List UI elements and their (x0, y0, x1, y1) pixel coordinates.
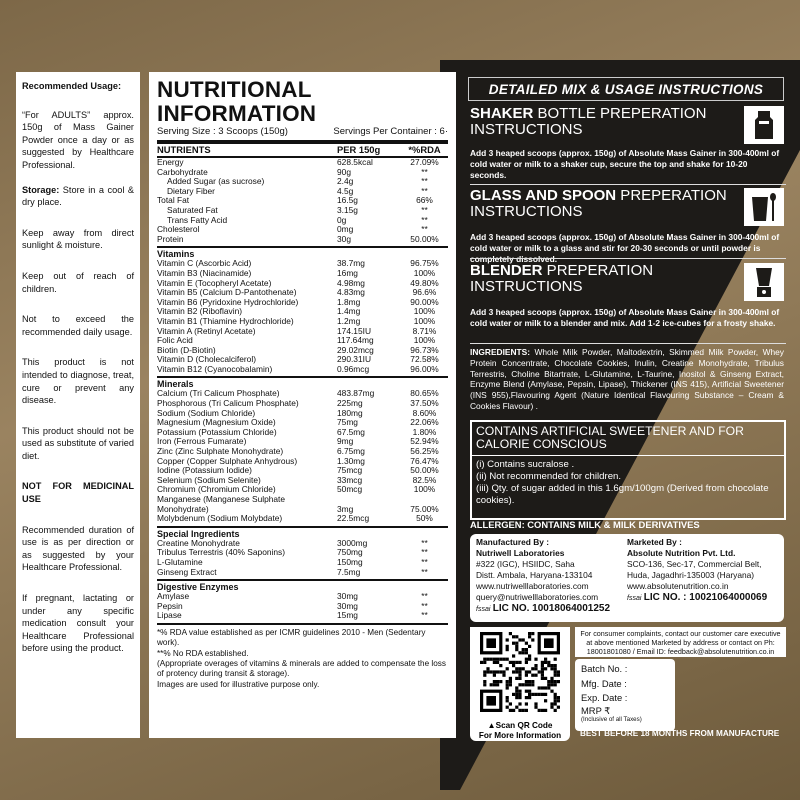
warning-line: (ii) Not recommended for children. (476, 471, 622, 483)
nutrient-rda: 50.00% (410, 465, 439, 476)
ingredients-text: Whole Milk Powder, Maltodextrin, Skimmed Milk Powder, Whey Protein Concentrate, Chocolate Cookies, Inulin, Creatine Monohydrate, Tribulus Terrestris, Choline Bitartrate, L-Glutamine, L-Taurine, Inositol & Ginseng Extract, Enzyme Blend (Amylase, Pepsin, Lipase), Thickener (INS 415), Artificial Sweetener (INS 955),Flavouring Agent (Nature Identical Flavouring Substance – Cream & Cookies Flavour) . (470, 347, 784, 411)
method-blender-rest: PREPERATION (542, 262, 654, 279)
pregnant-text: If pregnant, lactating or under any specific medication consult your Healthcare Professional before using the product. (22, 593, 134, 654)
manufacturer-line: Distt. Ambala, Haryana-133104 (476, 570, 593, 580)
batch-box (575, 659, 675, 731)
method-blender-line2: INSTRUCTIONS (470, 278, 583, 295)
nutrient-name: Copper (Copper Sulphate Anhydrous) (157, 455, 298, 466)
not-substitute-text: This product should not be used as substitute of varied diet. (22, 425, 134, 461)
nutrient-name: Amylase (157, 591, 190, 602)
manufacturer-name: Nutriwell Laboratories (476, 548, 565, 558)
nutrient-name: Lipase (157, 610, 182, 621)
nutrient-rda: 82.5% (412, 474, 437, 485)
nutrient-value: 30mg (337, 591, 358, 602)
nutrient-name: Manganese (Manganese Sulphate (157, 494, 286, 504)
nutrient-value: 2.4g (337, 176, 354, 187)
nutrient-name: Cholesterol (157, 224, 200, 235)
nutrient-value: 0.96mcg (337, 363, 370, 374)
method-shaker-rest: BOTTLE PREPERATION (533, 105, 707, 122)
nutrient-name: Dietary Fiber (167, 185, 215, 196)
nutrient-rda: ** (421, 566, 428, 577)
nutrient-value: 3mg (337, 503, 354, 514)
nutrient-name: Total Fat (157, 195, 190, 206)
storage-label: Storage: (22, 184, 60, 195)
header-per: PER 150g (337, 144, 381, 155)
nutrient-row (157, 514, 448, 524)
nutrient-value: 50mcg (337, 484, 363, 495)
nutrient-name: Phosphorous (Tri Calicum Phosphate) (157, 398, 299, 409)
warning-title: CONTAINS ARTIFICIAL SWEETENER AND FOR CALORIE CONSCIOUS (476, 424, 744, 452)
recommended-usage-title: Recommended Usage: (22, 81, 122, 91)
nutrient-value: 4.5g (337, 185, 354, 196)
storage-text (22, 184, 134, 209)
serving-info (157, 126, 448, 138)
qr-block[interactable] (470, 627, 570, 740)
method-glass-bold: GLASS AND SPOON (470, 187, 617, 204)
marketer-line: SCO-136, Sec-17, Commercial Belt, (627, 559, 762, 569)
usage-heading: DETAILED MIX & USAGE INSTRUCTIONS (468, 77, 784, 101)
qr-caption (470, 719, 570, 741)
ingredients-label: INGREDIENTS: (470, 347, 531, 357)
nutrient-name: Carbohydrate (157, 166, 208, 177)
nutrient-name: Vitamin B6 (Pyridoxine Hydrochloride) (157, 296, 299, 307)
nutrient-row (157, 611, 448, 621)
nutrient-row (157, 225, 448, 235)
nutrient-name: Saturated Fat (167, 204, 218, 215)
nutrient-value: 290.31IU (337, 354, 371, 365)
nutrient-value: 30mg (337, 600, 358, 611)
nutrient-rda: 52.94% (410, 436, 439, 447)
nutrient-name: Vitamin B3 (Niacinamide) (157, 267, 252, 278)
manufacturer-line: #322 (IGC), HSIIDC, Saha (476, 559, 575, 569)
nutrient-rda: ** (421, 224, 428, 235)
nutrient-rda: 96.73% (410, 344, 439, 355)
nutrient-name: Zinc (Zinc Sulphate Monohydrate) (157, 446, 284, 457)
method-blender-bold: BLENDER (470, 262, 543, 279)
nutrient-value: 7.5mg (337, 566, 361, 577)
nutrient-name: L-Glutamine (157, 556, 203, 567)
nutrient-rda: 49.80% (410, 277, 439, 288)
nutrient-rda: 76.47% (410, 455, 439, 466)
manufacturer-box (470, 534, 784, 622)
special-rows (157, 539, 448, 577)
shaker-icon (744, 106, 784, 144)
note-images: Images are used for illustrative purpose only. (157, 679, 320, 689)
exp-date: Exp. Date : (581, 692, 628, 703)
nutrient-value: 33mcg (337, 474, 363, 485)
nutrient-row (157, 327, 448, 337)
sunlight-text: Keep away from direct sunlight & moisture. (22, 227, 134, 251)
nutrient-name: Vitamin B5 (Calcium D-Pantothenate) (157, 287, 297, 298)
nutrition-header-row (157, 144, 448, 156)
nutrient-rda: 1.80% (412, 426, 437, 437)
nutrient-name: Iron (Ferrous Fumarate) (157, 436, 247, 447)
glass-spoon-icon (744, 188, 784, 226)
enzyme-rows (157, 592, 448, 621)
nutrient-name: Chromium (Chromium Chloride) (157, 484, 276, 495)
nutrition-title: NUTRITIONAL INFORMATION (157, 77, 317, 126)
nutrient-value: 4.83mg (337, 287, 365, 298)
nutrient-name: Vitamin E (Tocopheryl Acetate) (157, 277, 272, 288)
mfg-date: Mfg. Date : (581, 677, 627, 689)
method-glass-line2: INSTRUCTIONS (470, 203, 583, 220)
nutrient-row (157, 568, 448, 578)
nutrient-row (157, 365, 448, 375)
marketer-name: Absolute Nutrition Pvt. Ltd. (627, 548, 736, 558)
warning-line: (i) Contains sucralose . (476, 458, 575, 470)
nutrient-value: 67.5mg (337, 426, 365, 437)
nutrient-name: Selenium (Sodium Selenite) (157, 474, 261, 485)
nutrient-value: 16.5g (337, 195, 358, 206)
nutrient-value: 90g (337, 166, 351, 177)
vitamin-rows (157, 259, 448, 374)
nutrient-value: 4.98mg (337, 277, 365, 288)
nutrient-value: 1.4mg (337, 306, 361, 317)
nutrient-value: 15mg (337, 610, 358, 621)
nutrient-value: 9mg (337, 436, 354, 447)
mineral-rows (157, 389, 448, 523)
best-before: BEST BEFORE 18 MONTHS FROM MANUFACTURE (580, 729, 780, 738)
nutrient-rda: 96.6% (412, 287, 437, 298)
nutrient-rda: 8.60% (412, 407, 437, 418)
nutrient-name: Vitamin D (Cholecalciferol) (157, 354, 256, 365)
nutrient-name: Folic Acid (157, 335, 193, 346)
nutrient-value: 174.15IU (337, 325, 371, 336)
nutrient-value: 75mcg (337, 465, 363, 476)
usage-panel (16, 72, 140, 738)
daily-usage-text: Not to exceed the recommended daily usage. (22, 314, 134, 337)
nutrient-value: 150mg (337, 556, 363, 567)
ingredients (470, 347, 784, 412)
nutrient-value: 1.30mg (337, 455, 365, 466)
nutrient-rda: ** (421, 537, 428, 548)
nutrient-row (157, 216, 448, 226)
warning-line: (iii) Qty. of sugar added in this 1.6gm/100gm (Derived from chocolate cookies). (476, 483, 769, 507)
nutrient-name: Vitamin A (Retinyl Acetate) (157, 325, 256, 336)
nutrient-name: Molybdenum (Sodium Molybdate) (157, 513, 283, 524)
nutrition-notes (157, 628, 448, 690)
qr-caption-1: ▲Scan QR Code (487, 721, 553, 730)
nutrient-value: 3.15g (337, 204, 358, 215)
nutrient-rda: 96.00% (410, 363, 439, 374)
nutrient-rda: 90.00% (410, 296, 439, 307)
nutrient-name: Vitamin B1 (Thiamine Hydrochloride) (157, 315, 294, 326)
nutrient-rda: ** (421, 204, 428, 215)
method-shaker-line2: INSTRUCTIONS (470, 121, 583, 138)
nutrient-value: 225mg (337, 398, 363, 409)
marketed-by (627, 537, 778, 619)
nutrient-value: 16mg (337, 267, 358, 278)
method-shaker-bold: SHAKER (470, 105, 534, 122)
nutrient-name: Pepsin (157, 600, 183, 611)
nutrient-value: 117.64mg (337, 335, 374, 346)
note-rda: *% RDA value established as per ICMR guidelines 2010 - Men (Sedentary work). (157, 627, 426, 647)
nutrient-rda: ** (421, 185, 428, 196)
recommended-usage-text: “For ADULTS” approx. 150g of Mass Gainer Powder once a day or as suggested by Healthcare Professional. (22, 109, 134, 170)
nutrient-rda: ** (421, 214, 428, 225)
nutrient-rda: 56.25% (410, 446, 439, 457)
header-rda: *%RDA (408, 144, 441, 155)
batch-no: Batch No. : (581, 663, 628, 674)
nutrient-value: 1.8mg (337, 296, 361, 307)
manufacturer-line: www.nutriwelllaboratories.com (476, 581, 589, 591)
nutrient-name: Creatine Monohydrate (157, 537, 240, 548)
header-nutrients: NUTRIENTS (157, 144, 211, 155)
storage-value: Store in a cool & dry place. (22, 184, 134, 208)
nutrient-value: 6.75mg (337, 446, 365, 457)
nutrient-rda: 72.58% (410, 354, 439, 365)
serving-size: Serving Size : 3 Scoops (150g) (157, 126, 288, 137)
nutrient-name: Ginseng Extract (157, 566, 217, 577)
vitamins-title: Vitamins (157, 249, 195, 260)
nutrient-rda: 8.71% (412, 325, 437, 336)
nutrient-row (157, 235, 448, 245)
nutrient-name: Tribulus Terrestris (40% Saponins) (157, 547, 285, 558)
nutrient-value: 3000mg (337, 537, 368, 548)
nutrient-name: Calcium (Tri Calicum Phosphate) (157, 388, 280, 399)
nutrient-rda: 66% (416, 195, 433, 206)
fssai-logo: fssai (476, 606, 491, 613)
method-blender-desc: Add 3 heaped scoops (approx. 150g) of Absolute Mass Gainer in 300-400ml of cold water or milk to a blender and mix. Add 1-2 ice-cubes for a frosty shake. (470, 307, 780, 328)
blender-icon (744, 263, 784, 301)
nutrient-rda: ** (421, 591, 428, 602)
nutrient-name: Trans Fatty Acid (167, 214, 228, 225)
warning-list (472, 455, 784, 511)
manufactured-by (476, 537, 627, 619)
nutrient-row (157, 602, 448, 612)
nutrient-name: Vitamin B2 (Riboflavin) (157, 306, 243, 317)
nutrient-rda: ** (421, 610, 428, 621)
minerals-title: Minerals (157, 379, 194, 390)
method-glass-rest: PREPERATION (616, 187, 727, 204)
nutrient-value: 628.5kcal (337, 157, 373, 167)
nutrient-rda: 100% (413, 484, 436, 495)
method-glass (470, 188, 784, 264)
allergen-text: ALLERGEN: CONTAINS MILK & MILK DERIVATIVES (470, 519, 700, 530)
method-shaker (470, 106, 784, 180)
nutrient-value: 75mg (337, 417, 358, 428)
nutrient-name: Iodine (Potassium Iodide) (157, 465, 252, 476)
nutrition-panel (149, 72, 456, 738)
nutrient-name: Potassium (Potassium Chloride) (157, 426, 277, 437)
nutrient-value: 750mg (337, 547, 363, 558)
nutrient-rda: 100% (413, 306, 436, 317)
nutrient-rda: ** (421, 556, 428, 567)
not-intended-text: This product is not intended to diagnose, treat, cure or prevent any disease. (22, 357, 134, 406)
macro-rows (157, 158, 448, 244)
mrp: MRP ₹ (581, 704, 611, 716)
nutrient-value: 30g (337, 233, 351, 244)
marketer-line: www.absolutenutrition.co.in (627, 581, 729, 591)
nutrient-value: 38.7mg (337, 258, 365, 269)
nutrient-name: Protein (157, 233, 184, 244)
nutrient-row (157, 187, 448, 197)
nutrient-name: Magnesium (Magnesium Oxide) (157, 417, 276, 428)
nutrient-value: 29.02mcg (337, 344, 374, 355)
method-shaker-desc: Add 3 heaped scoops (approx. 150g) of Absolute Mass Gainer in 300-400ml of cold water or milk to a shaker cup, secure the top and shake for 10-20 seconds. (470, 148, 780, 180)
nutrient-name: Energy (157, 157, 184, 167)
nutrient-value: 0g (337, 214, 347, 225)
nutrient-name: Monohydrate) (157, 503, 209, 514)
duration-text: Recommended duration of use is as per direction or as suggested by your Healthcare Professional. (22, 524, 134, 573)
nutrient-rda: 22.06% (410, 417, 439, 428)
not-medicinal-text: NOT FOR MEDICINAL USE (22, 481, 134, 505)
note-overages: (Appropriate overages of vitamins & minerals are added to compensate the loss of protency during transit & storage). (157, 659, 446, 679)
marketed-label: Marketed By : (627, 537, 682, 547)
manufactured-label: Manufactured By : (476, 537, 550, 547)
nutrient-rda: ** (421, 600, 428, 611)
method-glass-desc: Add 3 heaped scoops (approx. 150g) of Absolute Mass Gainer in 300-400ml of cold water or milk to a glass and stir for 20-30 seconds or until powder is completely dissolved. (470, 232, 780, 264)
nutrient-value: 1.2mg (337, 315, 361, 326)
mrp-taxes: (Inclusive of all Taxes) (581, 715, 642, 723)
nutrient-value: 483.87mg (337, 388, 375, 399)
method-blender (470, 263, 784, 329)
nutrient-row (157, 592, 448, 602)
manufacturer-lic: LIC NO. 10018064001252 (492, 603, 611, 614)
manufacturer-line: query@nutriwelllaboratories.com (476, 592, 599, 602)
special-title: Special Ingredients (157, 528, 240, 539)
sweetener-warning (470, 420, 786, 520)
nutrient-rda: ** (421, 547, 428, 558)
nutrient-rda: ** (421, 176, 428, 187)
qr-code[interactable] (470, 627, 570, 719)
servings-per-container: Servings Per Container : 6· (333, 126, 448, 137)
marketer-lic: LIC NO. : 10021064000069 (643, 592, 768, 603)
nutrient-name: Added Sugar (as sucrose) (167, 176, 265, 187)
nutrient-rda: 75.00% (410, 503, 439, 514)
nutrient-rda: 50.00% (410, 233, 439, 244)
note-no-rda: **% No RDA established. (157, 648, 249, 658)
qr-caption-2: For More Information (478, 731, 562, 740)
marketer-line: Huda, Jagadhri-135003 (Haryana) (627, 570, 755, 580)
nutrient-name: Vitamin B12 (Cyanocobalamin) (157, 363, 273, 374)
nutrient-name: Sodium (Sodium Chloride) (157, 407, 256, 418)
nutrient-name: Biotin (D-Biotin) (157, 344, 216, 355)
fssai-logo: fssai (627, 595, 642, 602)
nutrient-rda: ** (421, 166, 428, 177)
nutrient-value: 180mg (337, 407, 363, 418)
children-text: Keep out of reach of children. (22, 270, 134, 294)
nutrient-name: Vitamin C (Ascorbic Acid) (157, 258, 252, 269)
nutrient-rda: 50% (416, 513, 433, 524)
nutrient-rda: 80.65% (410, 388, 439, 399)
nutrient-value: 0mg (337, 224, 354, 235)
nutrient-rda: 100% (413, 335, 436, 346)
nutrient-rda: 37.50% (410, 398, 439, 409)
nutrient-value: 22.5mcg (337, 513, 370, 524)
nutrient-rda: 96.75% (410, 258, 439, 269)
nutrient-rda: 100% (413, 267, 436, 278)
consumer-complaints: For consumer complaints, contact our customer care executive at above mentioned Marketed by address or contact on Ph: 18001801080 / Email ID: feedback@absolutenutrition.co.in (575, 627, 786, 657)
enzymes-title: Digestive Enzymes (157, 582, 239, 593)
nutrient-rda: 27.09% (410, 157, 439, 167)
nutrient-rda: 100% (413, 315, 436, 326)
